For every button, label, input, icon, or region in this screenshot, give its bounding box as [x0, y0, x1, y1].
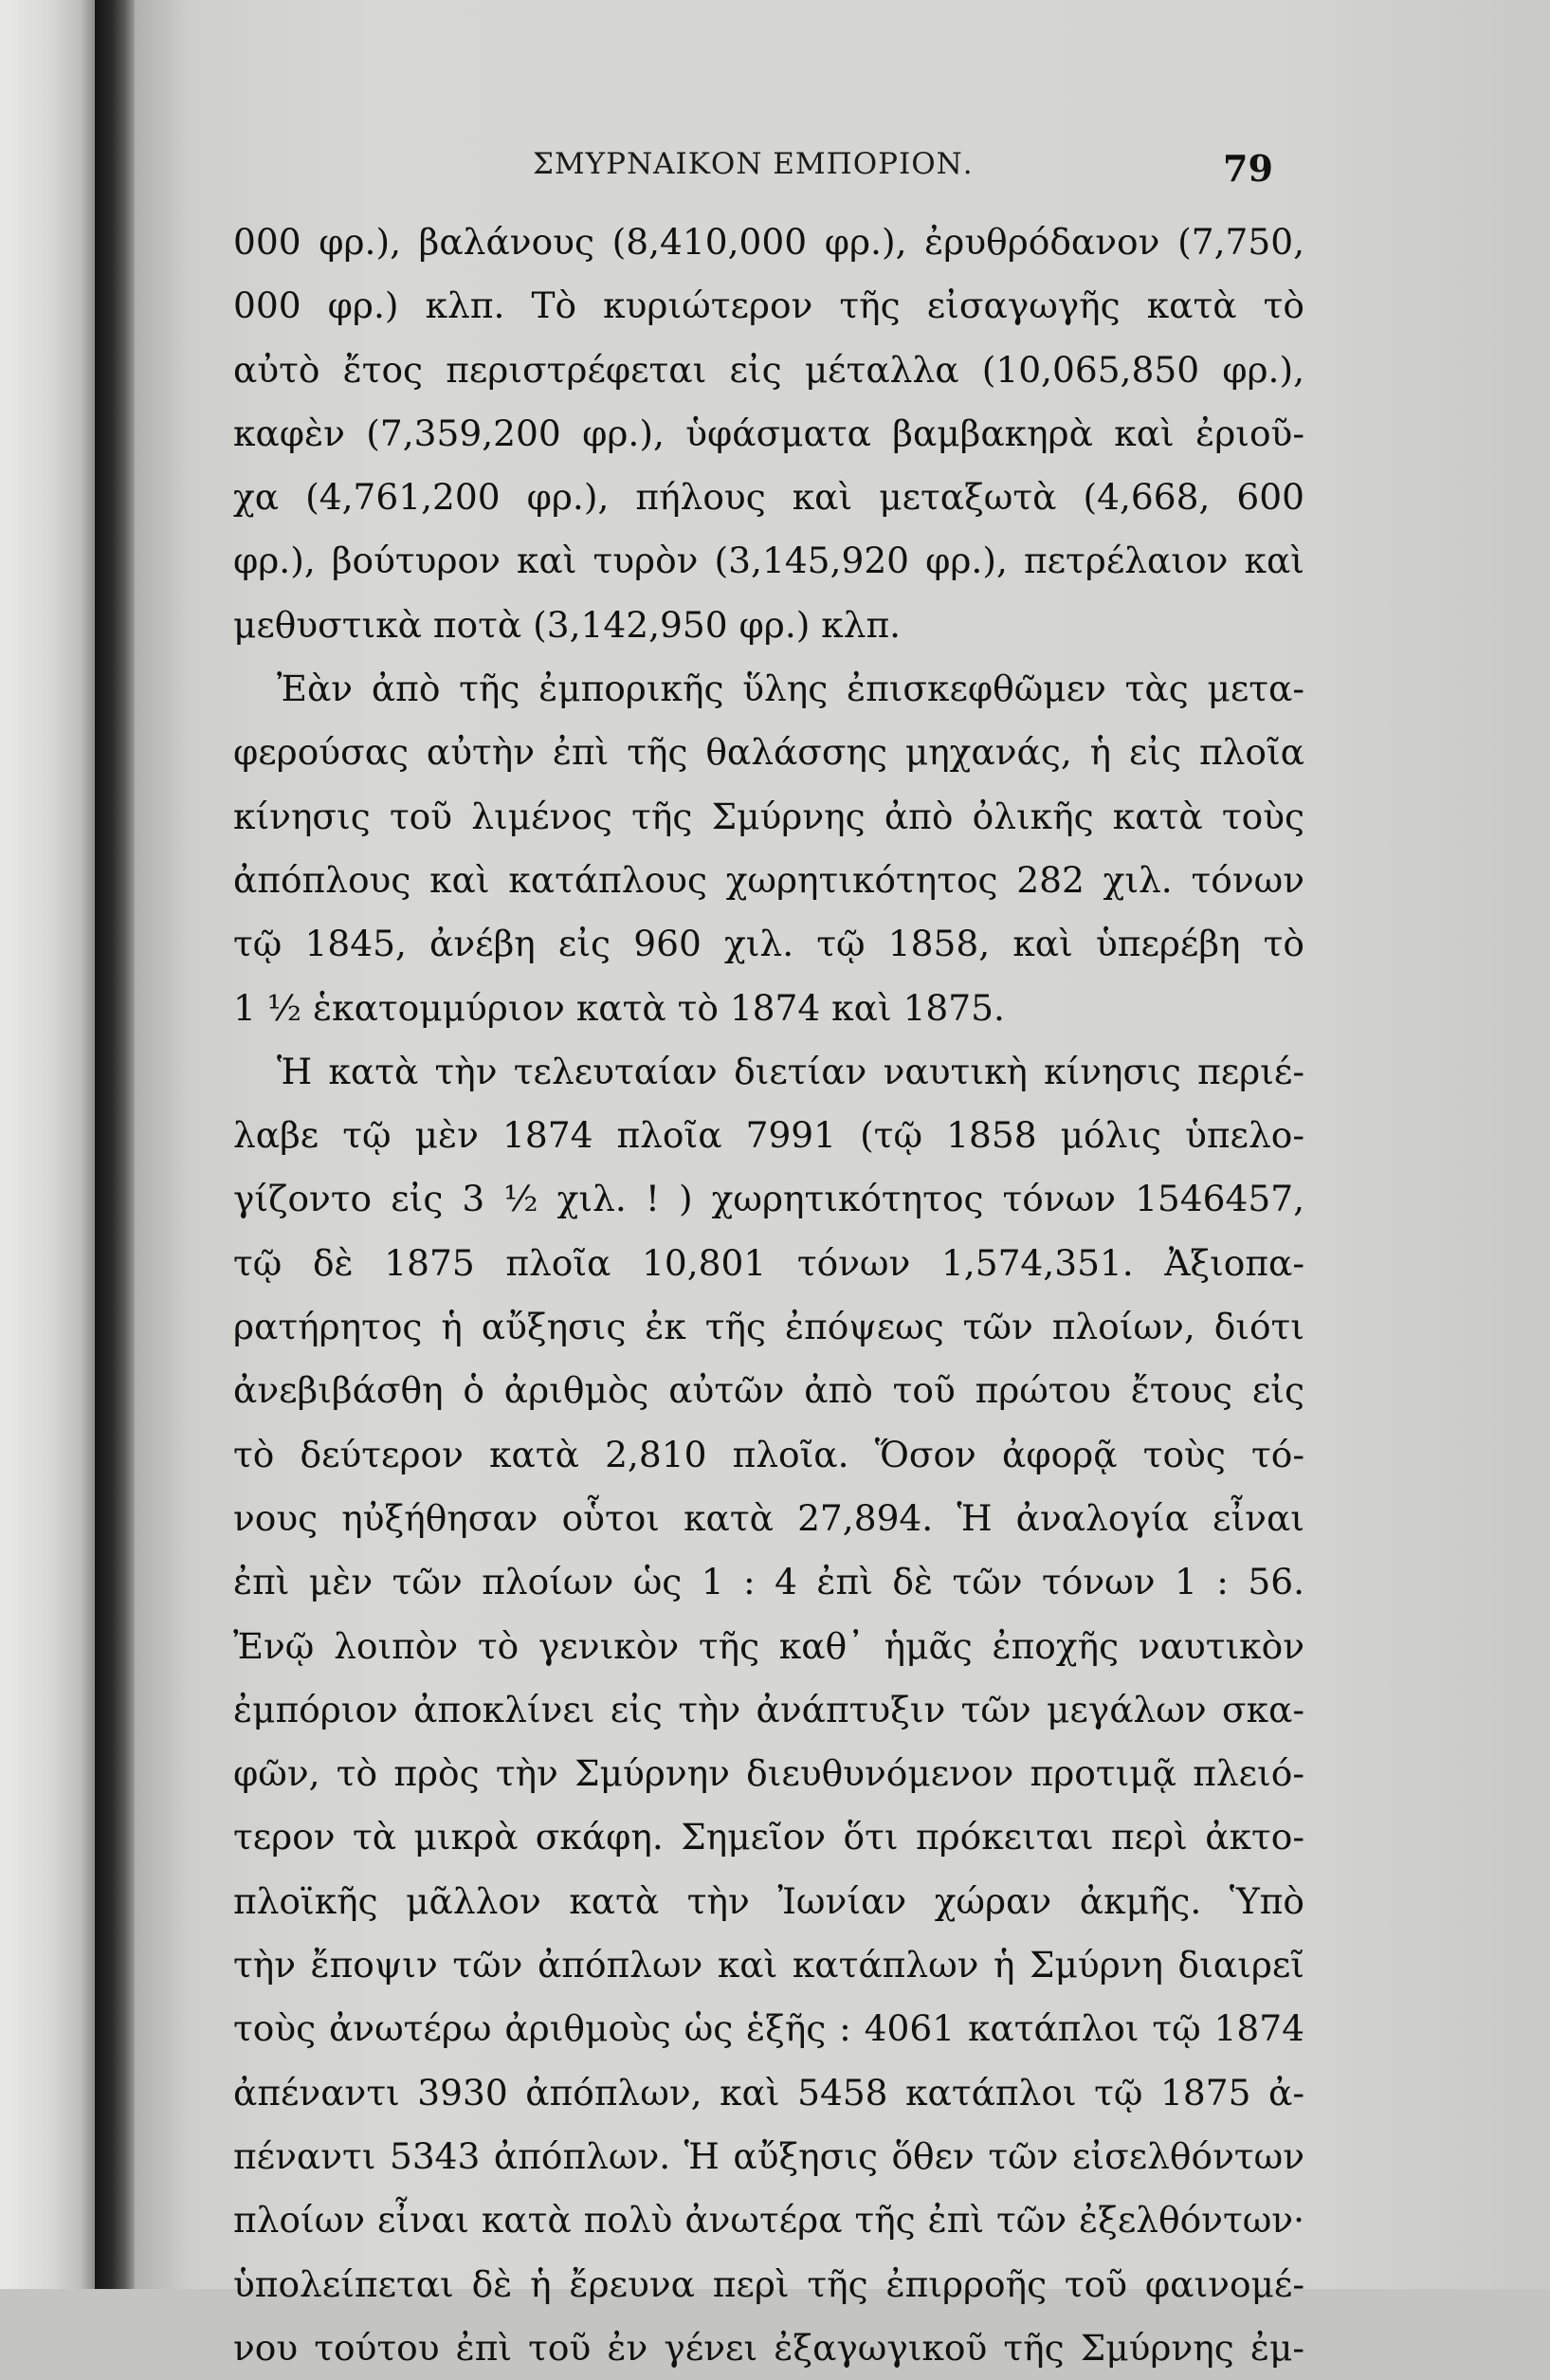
text-line: 000 φρ.) κλπ. Τὸ κυριώτερον τῆς εἰσαγωγῆς κατὰ τὸ — [233, 284, 1304, 327]
text-line: 1 ½ ἑκατομμύριον κατὰ τὸ 1874 καὶ 1875. — [233, 986, 1005, 1029]
text-line: αὐτὸ ἔτος περιστρέφεται εἰς μέταλλα (10,065,850 φρ.), — [233, 348, 1304, 391]
text-line: χα (4,761,200 φρ.), πήλους καὶ μεταξωτὰ (4,668, 600 — [233, 476, 1304, 519]
running-head — [0, 147, 1550, 194]
text-line: τὴν ἔποψιν τῶν ἀπόπλων καὶ κατάπλων ἡ Σμύρνη διαιρεῖ — [233, 1944, 1304, 1986]
running-title: ΣΜΥΡΝΑΙΚΟΝ ΕΜΠΟΡΙΟΝ. — [533, 147, 974, 181]
text-line: τερον τὰ μικρὰ σκάφη. Σημεῖον ὅτι πρόκειται περὶ ἀκτο- — [233, 1816, 1304, 1858]
text-line: ἀνεβιβάσθη ὁ ἀριθμὸς αὐτῶν ἀπὸ τοῦ πρώτου ἔτους εἰς — [233, 1369, 1304, 1412]
text-line: γίζοντο εἰς 3 ½ χιλ. ! ) χωρητικότητος τόνων 1546457, — [233, 1178, 1304, 1220]
text-line: μεθυστικὰ ποτὰ (3,142,950 φρ.) κλπ. — [233, 603, 902, 646]
text-line: Ἐνῷ λοιπὸν τὸ γενικὸν τῆς καθ᾽ ἡμᾶς ἐποχῆς ναυτικὸν — [233, 1624, 1304, 1667]
text-line: πέναντι 5343 ἀπόπλων. Ἡ αὔξησις ὅθεν τῶν εἰσελθόντων — [233, 2134, 1304, 2177]
text-line: τοὺς ἀνωτέρω ἀριθμοὺς ὡς ἑξῆς : 4061 κατάπλοι τῷ 1874 — [233, 2007, 1304, 2050]
text-line: καφὲν (7,359,200 φρ.), ὑφάσματα βαμβακηρὰ καὶ ἐριοῦ- — [233, 412, 1304, 454]
text-line: ἐπὶ μὲν τῶν πλοίων ὡς 1 : 4 ἐπὶ δὲ τῶν τόνων 1 : 56. — [233, 1561, 1304, 1603]
text-line: ρατήρητος ἡ αὔξησις ἐκ τῆς ἐπόψεως τῶν πλοίων, διότι — [233, 1306, 1304, 1348]
paragraph-start-line: Ἡ κατὰ τὴν τελευταίαν διετίαν ναυτικὴ κίνησις περιέ- — [277, 1050, 1304, 1092]
page-number: 79 — [1223, 147, 1273, 190]
text-line: νους ηὐξήθησαν οὗτοι κατὰ 27,894. Ἡ ἀναλογία εἶναι — [233, 1496, 1304, 1539]
text-line: κίνησις τοῦ λιμένος τῆς Σμύρνης ἀπὸ ὀλικῆς κατὰ τοὺς — [233, 795, 1304, 837]
book-gutter — [95, 0, 135, 2289]
text-line: τὸ δεύτερον κατὰ 2,810 πλοῖα. Ὅσον ἀφορᾷ τοὺς τό- — [233, 1433, 1304, 1475]
text-line: ἀπέναντι 3930 ἀπόπλων, καὶ 5458 κατάπλοι τῷ 1875 ἀ- — [233, 2071, 1304, 2114]
text-line: φρ.), βούτυρον καὶ τυρὸν (3,145,920 φρ.), πετρέλαιον καὶ — [233, 540, 1304, 582]
text-line: τῷ δὲ 1875 πλοῖα 10,801 τόνων 1,574,351. Ἀξιοπα- — [233, 1241, 1304, 1284]
text-line: τῷ 1845, ἀνέβη εἰς 960 χιλ. τῷ 1858, καὶ ὑπερέβη τὸ — [233, 923, 1304, 965]
text-line: νου τούτου ἐπὶ τοῦ ἐν γένει ἐξαγωγικοῦ τῆς Σμύρνης ἐμ- — [233, 2326, 1304, 2369]
body-text — [233, 211, 1304, 2380]
text-line: 000 φρ.), βαλάνους (8,410,000 φρ.), ἐρυθρόδανον (7,750, — [233, 221, 1304, 263]
text-line: φῶν, τὸ πρὸς τὴν Σμύρνην διευθυνόμενον προτιμᾷ πλειό- — [233, 1752, 1304, 1795]
text-line: φερούσας αὐτὴν ἐπὶ τῆς θαλάσσης μηχανάς, ἡ εἰς πλοῖα — [233, 731, 1304, 774]
binding-edge — [0, 0, 95, 2289]
text-line: λαβε τῷ μὲν 1874 πλοῖα 7991 (τῷ 1858 μόλις ὑπελο- — [233, 1114, 1304, 1157]
paragraph-start-line: Ἐὰν ἀπὸ τῆς ἐμπορικῆς ὕλης ἐπισκεφθῶμεν τὰς μετα- — [277, 668, 1304, 710]
text-line: πλοίων εἶναι κατὰ πολὺ ἀνωτέρα τῆς ἐπὶ τῶν ἐξελθόντων· — [233, 2199, 1304, 2242]
text-line: ὑπολείπεται δὲ ἡ ἔρευνα περὶ τῆς ἐπιρροῆς τοῦ φαινομέ- — [233, 2262, 1304, 2305]
text-line: ἐμπόριον ἀποκλίνει εἰς τὴν ἀνάπτυξιν τῶν μεγάλων σκα- — [233, 1688, 1304, 1730]
text-line: ἀπόπλους καὶ κατάπλους χωρητικότητος 282 χιλ. τόνων — [233, 858, 1304, 901]
text-line: πλοϊκῆς μᾶλλον κατὰ τὴν Ἰωνίαν χώραν ἀκμῆς. Ὑπὸ — [233, 1879, 1304, 1922]
